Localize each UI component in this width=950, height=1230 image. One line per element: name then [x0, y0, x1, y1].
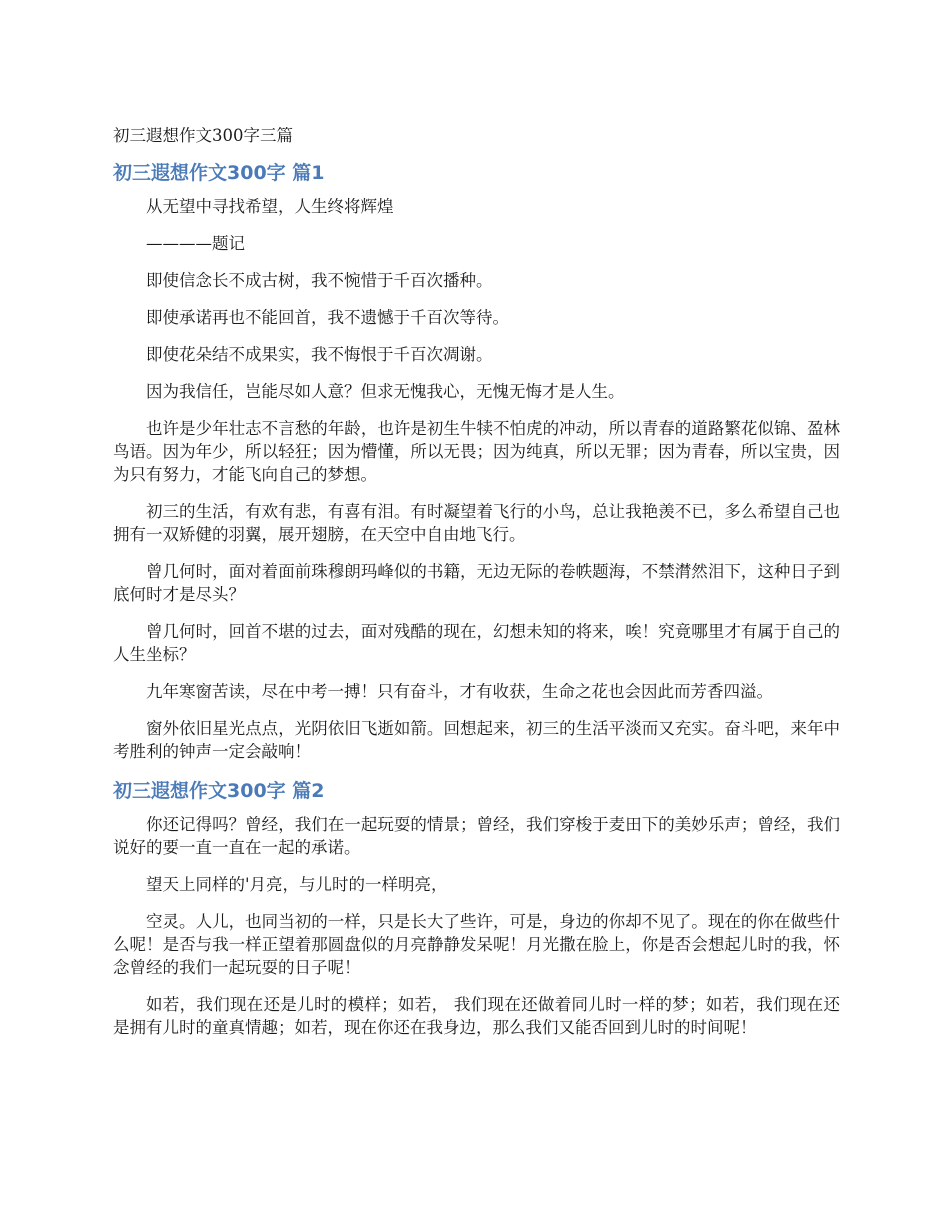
section-2 [113, 777, 840, 1039]
paragraph: 窗外依旧星光点点，光阴依旧飞逝如箭。回想起来，初三的生活平淡而又充实。奋斗吧，来年中考胜利的钟声一定会敲响！ [113, 719, 840, 761]
paragraph: 即使花朵结不成果实，我不悔恨于千百次凋谢。 [146, 345, 493, 364]
paragraph: 空灵。人儿，也同当初的一样，只是长大了些许，可是，身边的你却不见了。现在的你在做些什么呢！是否与我一样正望着那圆盘似的月亮静静发呆呢！月光撒在脸上，你是否会想起儿时的我，怀念曾经的我们一起玩耍的日子呢！ [113, 912, 840, 977]
document-title: 初三遐想作文300字三篇 [113, 126, 293, 145]
paragraph: ————题记 [146, 234, 245, 253]
paragraph: 九年寒窗苦读，尽在中考一搏！只有奋斗，才有收获，生命之花也会因此而芳香四溢。 [146, 682, 773, 701]
paragraph: 初三的生活，有欢有悲，有喜有泪。有时凝望着飞行的小鸟，总让我艳羡不已，多么希望自己也拥有一双矫健的羽翼，展开翅膀，在天空中自由地飞行。 [113, 502, 840, 544]
paragraph: 望天上同样的'月亮，与儿时的一样明亮， [146, 875, 448, 894]
section-1 [113, 159, 840, 763]
paragraph: 因为我信任，岂能尽如人意？但求无愧我心，无愧无悔才是人生。 [146, 382, 625, 401]
paragraph: 曾几何时，回首不堪的过去，面对残酷的现在，幻想未知的将来，唉！究竟哪里才有属于自己的人生坐标？ [113, 622, 840, 664]
document-body [113, 123, 840, 1053]
paragraph: 即使承诺再也不能回首，我不遗憾于千百次等待。 [146, 308, 509, 327]
paragraph: 曾几何时，面对着面前珠穆朗玛峰似的书籍，无边无际的卷帙题海，不禁潸然泪下，这种日子到底何时才是尽头？ [113, 562, 840, 604]
section-heading: 初三遐想作文300字 篇2 [113, 780, 325, 802]
section-heading: 初三遐想作文300字 篇1 [113, 162, 325, 184]
paragraph: 也许是少年壮志不言愁的年龄，也许是初生牛犊不怕虎的冲动，所以青春的道路繁花似锦、盈林鸟语。因为年少，所以轻狂；因为懵懂，所以无畏；因为纯真，所以无罪；因为青春，所以宝贵，因为只有努力，才能飞向自己的梦想。 [113, 419, 840, 484]
paragraph: 如若，我们现在还是儿时的模样；如若， 我们现在还做着同儿时一样的梦；如若，我们现在还是拥有儿时的童真情趣；如若，现在你还在我身边，那么我们又能否回到儿时的时间呢！ [113, 995, 840, 1037]
paragraph: 即使信念长不成古树，我不惋惜于千百次播种。 [146, 271, 493, 290]
paragraph: 你还记得吗？曾经，我们在一起玩耍的情景；曾经，我们穿梭于麦田下的美妙乐声；曾经，我们说好的要一直一直在一起的承诺。 [113, 815, 840, 857]
paragraph: 从无望中寻找希望，人生终将辉煌 [146, 197, 394, 216]
